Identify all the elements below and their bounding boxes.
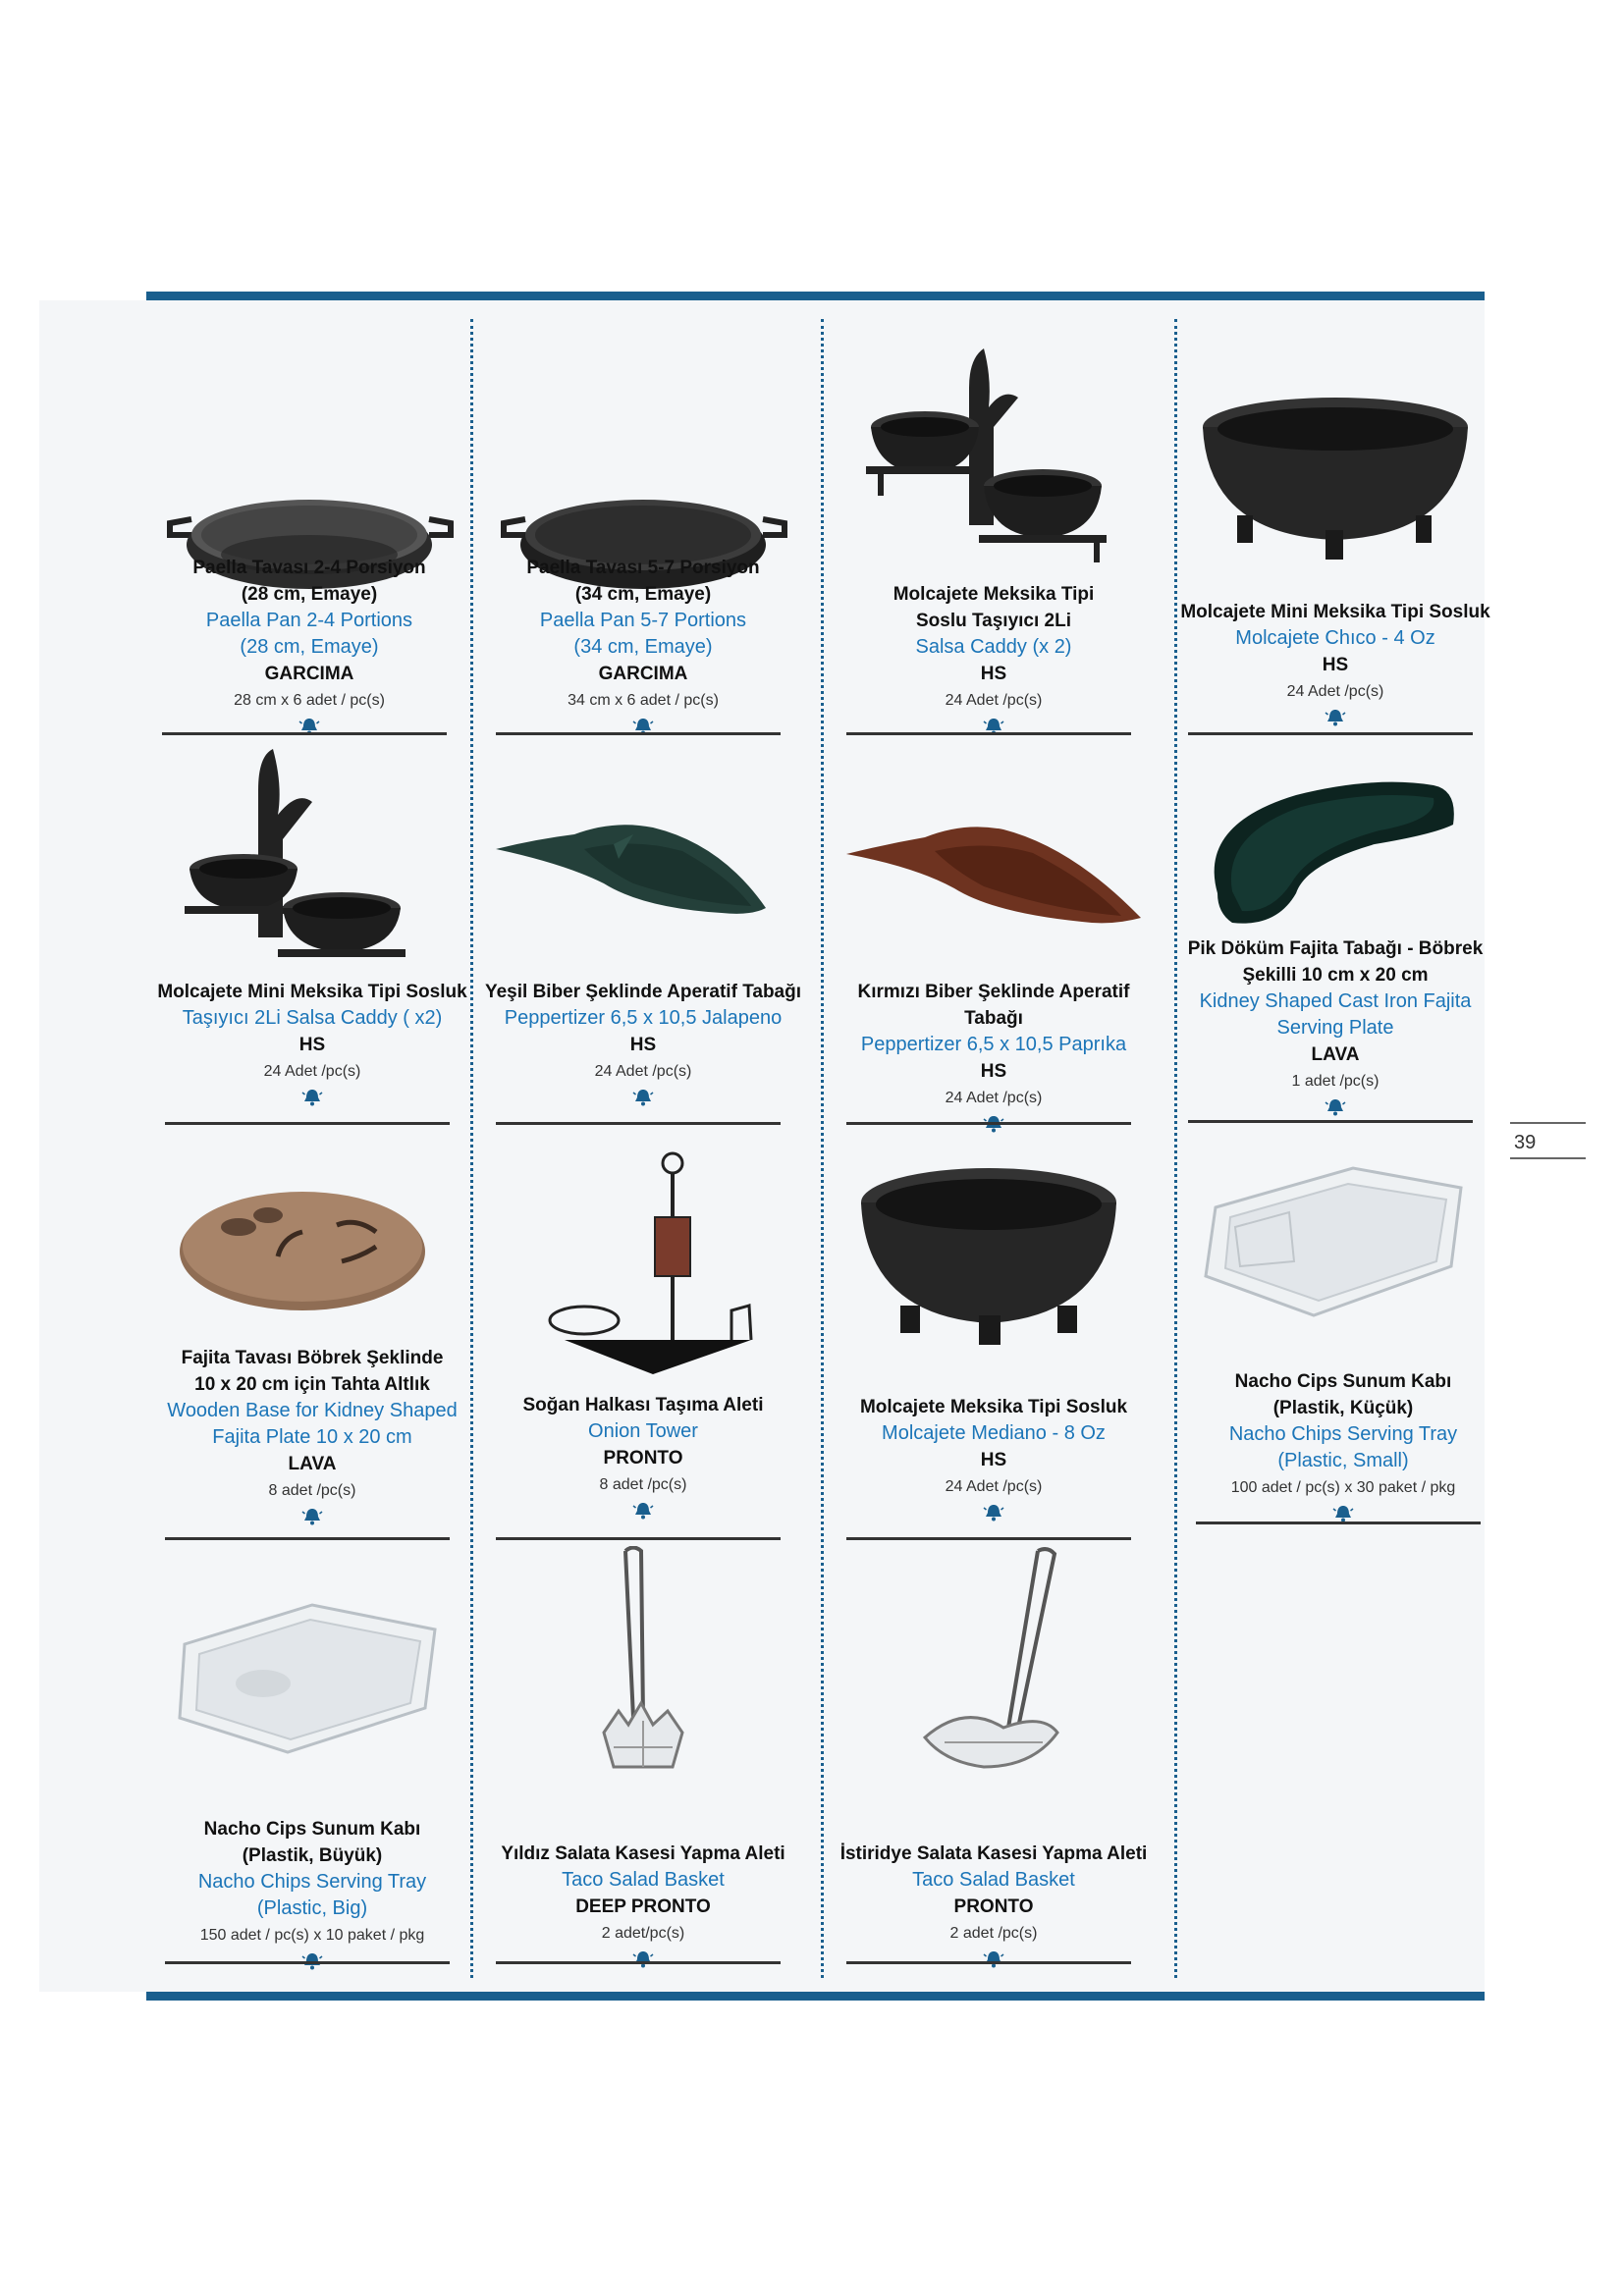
card-divider <box>162 732 447 735</box>
product-packaging: 24 Adet /pc(s) <box>945 692 1043 709</box>
product-brand: PRONTO <box>953 1896 1034 1917</box>
product-name-tr: Soslu Taşıyıcı 2Li <box>915 611 1072 631</box>
onion-tower-icon <box>496 1148 790 1374</box>
product-name-tr: Soğan Halkası Taşıma Aleti <box>522 1395 764 1415</box>
product-name-tr: Molcajete Meksika Tipi Sosluk <box>859 1397 1128 1417</box>
product-name-tr: (28 cm, Emaye) <box>241 584 378 605</box>
product-name-tr: 10 x 20 cm için Tahta Altlık <box>194 1374 430 1395</box>
product-name-en: (34 cm, Emaye) <box>573 636 713 658</box>
product-name-en: Molcajete Mediano - 8 Oz <box>882 1422 1106 1444</box>
product-name-tr: Molcajete Mini Meksika Tipi Sosluk <box>1180 602 1490 622</box>
product-name-en: Kidney Shaped Cast Iron Fajita <box>1199 990 1472 1012</box>
product-packaging: 24 Adet /pc(s) <box>263 1063 361 1080</box>
product-name-tr: Fajita Tavası Böbrek Şeklinde <box>181 1348 444 1368</box>
card-divider <box>165 1537 450 1540</box>
plastic-tray-icon <box>165 1571 460 1806</box>
bell-icon <box>632 1949 654 1968</box>
card-divider <box>1188 732 1473 735</box>
product-packaging: 2 adet/pc(s) <box>601 1925 685 1942</box>
product-brand: LAVA <box>288 1454 337 1474</box>
product-name-en: Salsa Caddy (x 2) <box>915 636 1072 658</box>
bell-icon <box>301 1087 323 1106</box>
product-packaging: 8 adet /pc(s) <box>268 1482 356 1499</box>
card-divider <box>496 1961 781 1964</box>
product-name-tr: (34 cm, Emaye) <box>574 584 712 605</box>
bell-icon <box>1325 1096 1346 1116</box>
star-basket-icon <box>496 1546 790 1801</box>
card-divider <box>846 1961 1131 1964</box>
bell-icon <box>301 1950 323 1970</box>
product-brand: HS <box>980 1061 1007 1082</box>
product-name-tr: Kırmızı Biber Şeklinde Aperatif Tabağı <box>857 982 1130 1029</box>
product-brand: PRONTO <box>603 1448 683 1468</box>
product-brand: HS <box>629 1035 657 1055</box>
product-name-tr: Molcajete Mini Meksika Tipi Sosluk <box>157 982 467 1002</box>
product-name-tr: Paella Tavası 2-4 Porsiyon <box>192 558 426 578</box>
product-packaging: 24 Adet /pc(s) <box>945 1478 1043 1495</box>
product-name-en: Serving Plate <box>1276 1017 1394 1039</box>
product-name-en: Fajita Plate 10 x 20 cm <box>212 1426 412 1448</box>
card-divider <box>496 732 781 735</box>
product-brand: HS <box>980 1450 1007 1470</box>
product-name-tr: İstiridye Salata Kasesi Yapma Aleti <box>839 1843 1148 1864</box>
product-brand: HS <box>298 1035 326 1055</box>
product-name-en: (Plastic, Small) <box>1277 1450 1409 1471</box>
card-divider <box>496 1122 781 1125</box>
product-name-en: Paella Pan 5-7 Portions <box>539 610 747 631</box>
product-brand: DEEP PRONTO <box>575 1896 711 1917</box>
product-name-en: Taco Salad Basket <box>562 1869 725 1891</box>
column-separator <box>1174 319 1177 1978</box>
product-name-en: Molcajete Chıco - 4 Oz <box>1235 627 1435 649</box>
product-name-en: (Plastic, Big) <box>256 1897 368 1919</box>
card-divider <box>1188 1120 1473 1123</box>
product-name-en: Nacho Chips Serving Tray <box>197 1871 427 1893</box>
product-packaging: 1 adet /pc(s) <box>1291 1073 1380 1090</box>
product-packaging: 24 Adet /pc(s) <box>594 1063 692 1080</box>
product-name-en: (28 cm, Emaye) <box>240 636 379 658</box>
product-name-en: Wooden Base for Kidney Shaped <box>167 1400 458 1421</box>
page-number: 39 <box>1510 1122 1586 1159</box>
product-name-en: Taşıyıcı 2Li Salsa Caddy ( x2) <box>182 1007 443 1029</box>
product-name-en: Taco Salad Basket <box>912 1869 1075 1891</box>
product-name-en: Peppertizer 6,5 x 10,5 Jalapeno <box>504 1007 783 1029</box>
product-packaging: 34 cm x 6 adet / pc(s) <box>568 692 719 709</box>
product-brand: HS <box>1322 655 1349 675</box>
product-packaging: 8 adet /pc(s) <box>599 1476 687 1493</box>
card-divider <box>165 1961 450 1964</box>
molcajete-bowl-icon <box>1188 368 1483 604</box>
product-packaging: 28 cm x 6 adet / pc(s) <box>234 692 385 709</box>
plastic-tray-icon <box>1196 1148 1490 1384</box>
product-brand: GARCIMA <box>264 664 354 684</box>
column-separator <box>821 319 824 1978</box>
card-divider <box>165 1122 450 1125</box>
product-brand: GARCIMA <box>598 664 688 684</box>
product-name-en: Nacho Chips Serving Tray <box>1228 1423 1458 1445</box>
bell-icon <box>632 1087 654 1106</box>
salsa-caddy-icon <box>165 741 460 977</box>
product-name-tr: (Plastik, Küçük) <box>1272 1398 1414 1418</box>
card-divider <box>846 732 1131 735</box>
product-packaging: 24 Adet /pc(s) <box>945 1090 1043 1106</box>
bell-icon <box>983 1949 1004 1968</box>
product-name-tr: Pik Döküm Fajita Tabağı - Böbrek <box>1187 938 1484 959</box>
product-packaging: 24 Adet /pc(s) <box>1286 683 1384 700</box>
molcajete-bowl-icon <box>846 1148 1141 1384</box>
product-brand: HS <box>980 664 1007 684</box>
product-name-en: Paella Pan 2-4 Portions <box>205 610 413 631</box>
top-divider <box>146 292 1485 300</box>
card-divider <box>846 1537 1131 1540</box>
product-brand: LAVA <box>1311 1044 1360 1065</box>
product-name-tr: (Plastik, Büyük) <box>242 1845 383 1866</box>
product-name-tr: Nacho Cips Sunum Kabı <box>1234 1371 1452 1392</box>
product-packaging: 150 adet / pc(s) x 10 paket / pkg <box>199 1927 425 1944</box>
product-name-tr: Yeşil Biber Şeklinde Aperatif Tabağı <box>484 982 802 1002</box>
product-name-tr: Şekilli 10 cm x 20 cm <box>1242 965 1429 986</box>
product-name-tr: Paella Tavası 5-7 Porsiyon <box>526 558 760 578</box>
card-divider <box>496 1537 781 1540</box>
bell-icon <box>301 1506 323 1525</box>
product-name-en: Peppertizer 6,5 x 10,5 Paprıka <box>860 1034 1127 1055</box>
product-name-tr: Yıldız Salata Kasesi Yapma Aleti <box>501 1843 785 1864</box>
card-divider <box>846 1122 1131 1125</box>
bell-icon <box>983 1502 1004 1522</box>
salsa-caddy-icon <box>846 329 1141 564</box>
product-name-tr: Nacho Cips Sunum Kabı <box>203 1819 421 1840</box>
bell-icon <box>1332 1503 1354 1522</box>
shell-basket-icon <box>846 1546 1141 1801</box>
product-name-tr: Molcajete Meksika Tipi <box>893 584 1095 605</box>
bell-icon <box>1325 707 1346 726</box>
bottom-divider <box>146 1992 1485 2001</box>
bell-icon <box>632 1500 654 1520</box>
product-packaging: 100 adet / pc(s) x 30 paket / pkg <box>1230 1479 1456 1496</box>
card-divider <box>1196 1522 1481 1524</box>
product-packaging: 2 adet /pc(s) <box>949 1925 1038 1942</box>
product-name-en: Onion Tower <box>588 1420 698 1442</box>
